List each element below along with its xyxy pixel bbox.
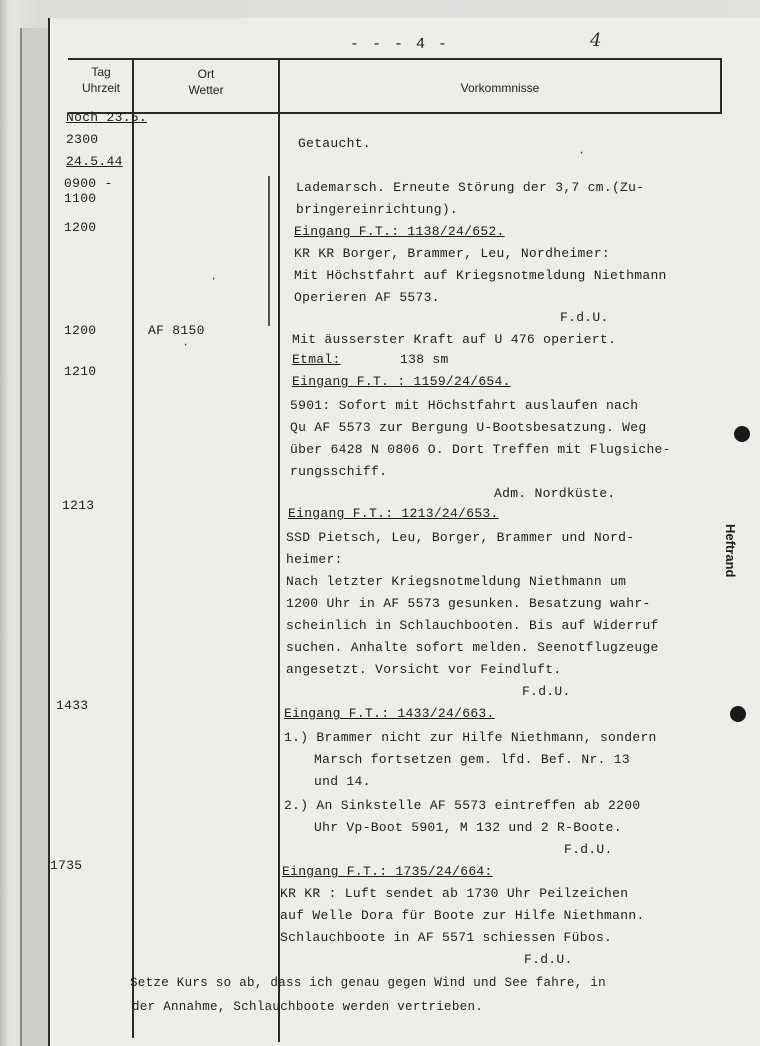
punch-hole-upper bbox=[734, 426, 750, 442]
entry-line: 1200 Uhr in AF 5573 gesunken. Besatzung wahr- bbox=[286, 596, 651, 611]
time-1210: 1210 bbox=[64, 364, 97, 379]
entry-line: KR KR : Luft sendet ab 1730 Uhr Peilzeichen bbox=[280, 886, 629, 901]
entry-getaucht: Getaucht. bbox=[298, 136, 371, 151]
time-1735: 1735 bbox=[50, 858, 83, 873]
column-divider-1 bbox=[132, 58, 134, 1038]
entry-eingang-heading: Eingang F.T.: 1213/24/653. bbox=[288, 506, 499, 521]
entry-line: Operieren AF 5573. bbox=[294, 290, 440, 305]
entry-line: scheinlich in Schlauchbooten. Bis auf Widerruf bbox=[286, 618, 659, 633]
entry-line: rungsschiff. bbox=[290, 464, 388, 479]
time-1200-a: 1200 bbox=[64, 220, 97, 235]
entry-line: Lademarsch. Erneute Störung der 3,7 cm.(Zu- bbox=[296, 180, 645, 195]
entry-eingang-heading: Eingang F.T. : 1159/24/654. bbox=[292, 374, 511, 389]
time-1100: 1100 bbox=[64, 191, 97, 206]
header-vorkommnisse: Vorkommnisse bbox=[460, 81, 540, 95]
ort-af-8150: AF 8150 bbox=[148, 323, 205, 338]
time-2300: 2300 bbox=[66, 132, 99, 147]
scan-speck: · bbox=[182, 338, 190, 352]
entry-line: KR KR Borger, Brammer, Leu, Nordheimer: bbox=[294, 246, 610, 261]
entry-line: Mit äusserster Kraft auf U 476 operiert. bbox=[292, 332, 617, 347]
entry-line: Qu AF 5573 zur Bergung U-Bootsbesatzung. Weg bbox=[290, 420, 647, 435]
page-number: - - - 4 - bbox=[350, 36, 450, 53]
entry-eingang-heading: Eingang F.T.: 1433/24/663. bbox=[284, 706, 495, 721]
entry-line: suchen. Anhalte sofort melden. Seenotflugzeuge bbox=[286, 640, 659, 655]
scan-speck: · bbox=[210, 272, 218, 286]
entry-line: Nach letzter Kriegsnotmeldung Niethmann um bbox=[286, 574, 627, 589]
right-border bbox=[720, 58, 722, 114]
handwritten-page-number: 4 bbox=[590, 30, 602, 51]
entry-signature: Adm. Nordküste. bbox=[494, 486, 616, 501]
entry-line: 5901: Sofort mit Höchstfahrt auslaufen nach bbox=[290, 398, 639, 413]
entry-signature: F.d.U. bbox=[522, 684, 571, 699]
header-top-rule bbox=[68, 58, 722, 60]
entry-line: heimer: bbox=[286, 552, 343, 567]
time-0900: 0900 - bbox=[64, 176, 113, 191]
time-noch: Noch 23.5. bbox=[66, 110, 148, 125]
punch-hole-lower bbox=[730, 706, 746, 722]
entry-line: SSD Pietsch, Leu, Borger, Brammer und Nord- bbox=[286, 530, 635, 545]
entry-etmal-label: Etmal: bbox=[292, 352, 341, 367]
entry-line: über 6428 N 0806 O. Dort Treffen mit Flugsiche- bbox=[290, 442, 671, 457]
entry-eingang-heading: Eingang F.T.: 1735/24/664: bbox=[282, 864, 493, 879]
time-date-24-5-44: 24.5.44 bbox=[66, 154, 123, 169]
entry-line: 1.) Brammer nicht zur Hilfe Niethmann, sondern bbox=[284, 730, 657, 745]
entry-line: auf Welle Dora für Boote zur Hilfe Niethmann. bbox=[280, 908, 645, 923]
header-ort-wetter: Ort Wetter bbox=[188, 67, 224, 97]
entry-line: Setze Kurs so ab, dass ich genau gegen Wind und See fahre, in bbox=[130, 976, 606, 990]
header-tag-uhrzeit: Tag Uhrzeit bbox=[81, 65, 120, 95]
ort-margin-mark bbox=[268, 176, 270, 326]
entry-line: Schlauchboote in AF 5571 schiessen Fübos. bbox=[280, 930, 613, 945]
entry-signature: F.d.U. bbox=[560, 310, 609, 325]
log-page bbox=[48, 18, 760, 1046]
entry-line: Marsch fortsetzen gem. lfd. Bef. Nr. 13 bbox=[314, 752, 630, 767]
time-1433: 1433 bbox=[56, 698, 89, 713]
entry-line: 2.) An Sinkstelle AF 5573 eintreffen ab 2200 bbox=[284, 798, 641, 813]
time-1200-b: 1200 bbox=[64, 323, 97, 338]
entry-line: der Annahme, Schlauchboote werden vertrieben. bbox=[132, 1000, 484, 1014]
entry-etmal-value: 138 sm bbox=[400, 352, 449, 367]
entry-eingang-heading: Eingang F.T.: 1138/24/652. bbox=[294, 224, 505, 239]
scan-speck: · bbox=[578, 146, 586, 160]
entry-line: angesetzt. Vorsicht vor Feindluft. bbox=[286, 662, 562, 677]
entry-line: bringereinrichtung). bbox=[296, 202, 459, 217]
entry-line: Uhr Vp-Boot 5901, M 132 und 2 R-Boote. bbox=[314, 820, 622, 835]
header-bottom-rule bbox=[68, 112, 722, 114]
entry-signature: F.d.U. bbox=[564, 842, 613, 857]
entry-line: Mit Höchstfahrt auf Kriegsnotmeldung Niethmann bbox=[294, 268, 667, 283]
entry-line: und 14. bbox=[314, 774, 371, 789]
margin-label-heftrand: Heftrand bbox=[723, 524, 738, 578]
entry-signature: F.d.U. bbox=[524, 952, 573, 967]
time-1213: 1213 bbox=[62, 498, 95, 513]
